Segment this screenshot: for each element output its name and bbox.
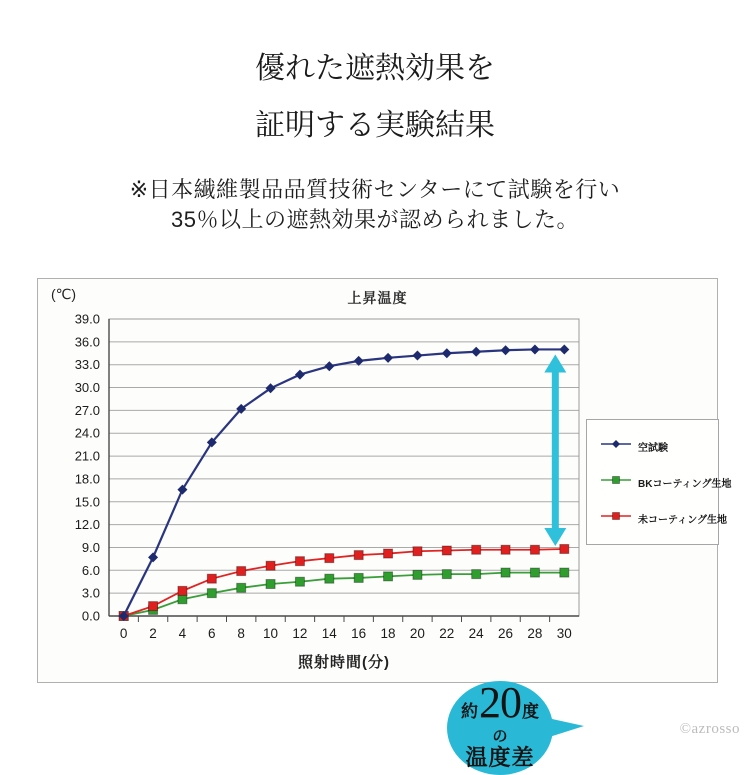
y-tick-label: 12.0 [74, 517, 100, 533]
copyright-credit: ©azrosso [679, 721, 740, 737]
series-line-1 [124, 573, 565, 616]
x-tick-label: 24 [468, 626, 484, 641]
x-tick-label: 2 [149, 626, 157, 641]
series-marker-1 [384, 572, 393, 581]
series-marker-0 [148, 552, 158, 562]
series-marker-0 [442, 348, 452, 358]
y-tick-label: 30.0 [74, 380, 100, 396]
series-marker-2 [472, 545, 481, 554]
x-tick-label: 0 [119, 626, 128, 641]
y-tick-label: 39.0 [74, 311, 100, 327]
series-marker-1 [442, 570, 451, 579]
x-tick-label: 12 [292, 626, 308, 641]
x-tick-label: 8 [237, 626, 245, 641]
series-marker-2 [266, 561, 275, 570]
series-marker-2 [442, 546, 451, 555]
legend-row-uncoated [601, 509, 727, 527]
y-tick-label: 36.0 [74, 334, 100, 350]
series-marker-0 [295, 370, 305, 380]
callout-particle: の [492, 728, 508, 745]
y-tick-label: 15.0 [74, 494, 100, 510]
line-square-marker-icon [601, 473, 631, 491]
series-marker-1 [237, 583, 246, 592]
x-tick-label: 16 [351, 626, 367, 641]
series-marker-0 [559, 344, 569, 354]
callout-suffix: 度 [522, 702, 539, 721]
y-tick-label: 9.0 [81, 539, 100, 555]
legend-label: 未コーティング生地 [638, 514, 727, 526]
series-marker-0 [501, 345, 511, 355]
series-marker-0 [471, 347, 481, 357]
legend-label: BKコーティング生地 [638, 478, 732, 490]
note-line2: 35％以上の遮熱効果が認められました。 [171, 207, 579, 232]
legend-row-bk-coated [601, 473, 732, 491]
series-marker-1 [266, 580, 275, 589]
series-marker-2 [354, 551, 363, 560]
series-marker-2 [384, 549, 393, 558]
headline-line2: 証明する実験結果 [255, 109, 495, 142]
y-axis-unit-label: (℃) [51, 286, 77, 302]
note [0, 175, 750, 235]
chart-title: 上昇温度 [347, 290, 408, 306]
series-line-2 [124, 549, 565, 616]
line-diamond-marker-icon [601, 437, 631, 455]
series-marker-1 [354, 573, 363, 582]
x-tick-label: 18 [380, 626, 396, 641]
series-marker-1 [560, 568, 569, 577]
series-marker-2 [560, 544, 569, 553]
y-tick-label: 24.0 [74, 425, 100, 441]
series-marker-1 [472, 570, 481, 579]
callout-line1 [461, 678, 539, 728]
x-tick-label: 4 [178, 626, 187, 641]
temp-diff-arrow-head-down [544, 528, 566, 546]
y-tick-label: 0.0 [81, 608, 100, 624]
x-tick-label: 14 [321, 626, 337, 641]
legend [586, 419, 732, 545]
headline-line1: 優れた遮熱効果を [255, 52, 495, 85]
series-line-0 [124, 349, 565, 616]
series-marker-0 [383, 353, 393, 363]
y-tick-label: 33.0 [74, 357, 100, 373]
series-marker-1 [501, 568, 510, 577]
series-marker-2 [178, 586, 187, 595]
line-square-marker-icon [601, 509, 631, 527]
series-marker-2 [207, 574, 216, 583]
series-marker-2 [237, 567, 246, 576]
x-tick-label: 22 [439, 626, 455, 641]
series-marker-0 [412, 351, 422, 361]
legend-label: 空試験 [638, 442, 668, 454]
series-marker-2 [295, 557, 304, 566]
series-marker-1 [178, 595, 187, 604]
series-marker-1 [207, 589, 216, 598]
series-marker-2 [530, 545, 539, 554]
series-marker-1 [325, 574, 334, 583]
series-marker-0 [530, 344, 540, 354]
y-tick-label: 21.0 [74, 448, 100, 464]
y-tick-label: 6.0 [81, 562, 100, 578]
x-tick-label: 10 [263, 626, 279, 641]
temp-diff-arrow-shaft [552, 371, 559, 529]
note-line1: ※日本繊維製品品質技術センターにて試験を行い [129, 177, 621, 202]
x-tick-label: 26 [498, 626, 514, 641]
headline [0, 40, 750, 154]
y-tick-label: 18.0 [74, 471, 100, 487]
x-axis-title: 照射時間(分) [298, 654, 390, 671]
y-tick-label: 3.0 [81, 585, 100, 601]
temp-difference-callout [447, 678, 553, 775]
callout-number: 20 [479, 678, 521, 727]
series-marker-1 [413, 570, 422, 579]
y-tick-label: 27.0 [74, 402, 100, 418]
temp-diff-arrow-head-up [544, 354, 566, 372]
series-marker-0 [324, 361, 334, 371]
x-tick-label: 20 [409, 626, 425, 641]
callout-label: 温度差 [465, 745, 535, 770]
series-marker-2 [325, 554, 334, 563]
series-marker-2 [501, 545, 510, 554]
series-marker-1 [295, 577, 304, 586]
callout-prefix: 約 [461, 702, 478, 721]
series-marker-1 [530, 568, 539, 577]
x-tick-label: 28 [527, 626, 543, 641]
legend-row-blank-test [601, 437, 714, 455]
x-tick-label: 6 [208, 626, 216, 641]
series-marker-2 [149, 602, 158, 611]
series-marker-2 [413, 547, 422, 556]
series-marker-0 [177, 485, 187, 495]
x-tick-label: 30 [556, 626, 572, 641]
